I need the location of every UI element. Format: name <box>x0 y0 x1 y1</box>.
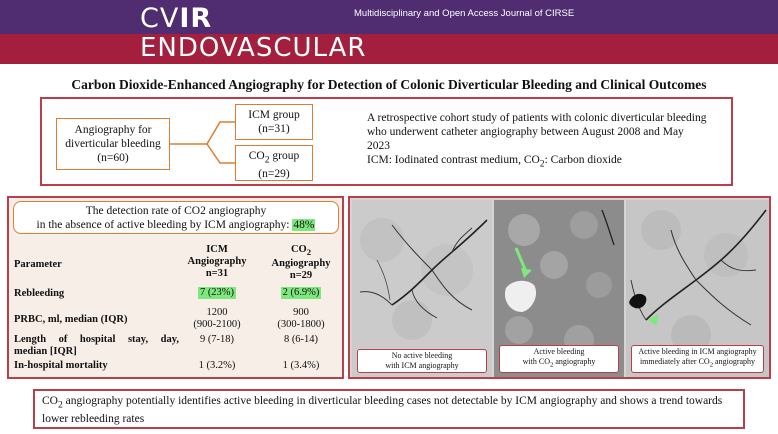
angiogram-panel-co2 <box>494 200 624 377</box>
detection-line2 <box>14 218 338 232</box>
detection-value: 48% <box>293 219 315 231</box>
detection-line1: The detection rate of CO2 angiography <box>85 205 267 217</box>
abbrev-a: ICM: Iodinated contrast medium, CO <box>367 154 540 166</box>
description-text: A retrospective cohort study of patients with colonic diverticular bleeding who underwent catheter angiography between August 2008 and May 2023 <box>367 112 707 152</box>
cell-los-co2: 8 (6-14) <box>283 334 319 345</box>
logo-ir: IR <box>179 3 213 34</box>
cell-rebleeding-icm <box>181 287 253 299</box>
col-header-parameter: Parameter <box>14 259 62 270</box>
cell-prbc-co2 <box>265 307 337 331</box>
co2-head-text: CO <box>290 244 307 255</box>
cell-prbc-icm <box>181 307 253 331</box>
conclusion-text: angiography potentially identifies active bleeding in diverticular bleeding cases not detectable by ICM angiography and shows a trend towards lower rebleeding rates <box>42 395 723 426</box>
co2-head-3: n=29 <box>289 270 313 282</box>
study-description <box>367 111 707 171</box>
co2-text: CO <box>248 150 265 162</box>
prbc-icm-median: 1200 <box>206 307 228 318</box>
flow-main-line2: diverticular bleeding <box>65 138 161 150</box>
row-label-los <box>14 334 179 358</box>
outcomes-table-box <box>7 196 344 379</box>
flow-icm-line2: (n=31) <box>258 123 290 135</box>
abbrev-b: : Carbon dioxide <box>544 154 622 166</box>
abbrev-sub: 2 <box>539 158 545 170</box>
logo-cv: CV <box>140 3 180 34</box>
flow-icm-line1: ICM group <box>248 109 300 121</box>
study-design-box <box>40 97 733 186</box>
caption-icm-after-co2 <box>631 345 764 373</box>
row-label-rebleeding: Rebleeding <box>14 288 65 299</box>
flow-box-icm-group <box>235 104 313 140</box>
angiogram-panel-icm-after <box>626 200 769 377</box>
co2-head-sub: 2 <box>306 247 312 258</box>
prbc-co2-iqr: (300-1800) <box>277 319 325 330</box>
co2-group-text: group <box>269 150 300 162</box>
cap3-line1: Active bleeding in ICM angiography <box>638 347 757 357</box>
caption-icm-no-bleeding <box>357 349 487 373</box>
icm-head-3: n=31 <box>205 268 229 279</box>
flow-main-line3: (n=60) <box>97 152 129 164</box>
rebleeding-icm-value: 7 (23%) <box>199 287 235 298</box>
row-label-mortality: In-hospital mortality <box>14 360 108 371</box>
cap1-line1: No active bleeding <box>391 351 453 360</box>
header-banner-bottom <box>0 34 778 64</box>
prbc-co2-median: 900 <box>293 307 309 318</box>
angiography-images-box <box>348 196 771 379</box>
cap2-text: with CO <box>522 357 550 367</box>
col-header-co2 <box>265 244 337 282</box>
row-label-prbc: PRBC, ml, median (IQR) <box>14 314 128 325</box>
co2-subscript: 2 <box>264 154 270 166</box>
flow-box-co2-group <box>235 145 313 181</box>
los-label-2: median [IQR] <box>14 346 77 357</box>
abbreviations <box>367 153 707 171</box>
conclusion-sub: 2 <box>57 399 63 411</box>
cap2-line1: Active bleeding <box>533 347 585 357</box>
journal-tagline: Multidisciplinary and Open Access Journal of CIRSE <box>354 8 575 19</box>
icm-head-2: Angiography <box>187 256 247 267</box>
flow-co2-line1 <box>236 149 312 167</box>
co2-head-2: Angiography <box>271 258 331 270</box>
page-title: Carbon Dioxide-Enhanced Angiography for Detection of Colonic Diverticular Bleeding and Clinical Outcomes <box>71 77 707 92</box>
cap3-line2 <box>634 357 761 371</box>
conclusion-co2: CO <box>42 395 58 407</box>
cell-mortality-co2: 1 (3.4%) <box>282 360 320 371</box>
cap1-line2: with ICM angiography <box>385 361 459 370</box>
flow-box-angiography <box>56 118 170 170</box>
icm-head-1: ICM <box>206 244 228 255</box>
cell-los-icm: 9 (7-18) <box>199 334 235 345</box>
journal-logo-bottom: ENDOVASCULAR <box>140 33 367 63</box>
caption-co2-bleeding <box>499 345 619 373</box>
angiogram-panel-icm <box>352 200 492 377</box>
cap3-text-end: angiography <box>713 357 756 367</box>
detection-rate-box <box>13 201 339 234</box>
co2-head-1 <box>265 244 337 258</box>
col-header-icm <box>181 244 253 280</box>
prbc-icm-iqr: (900-2100) <box>193 319 241 330</box>
conclusion-box <box>33 389 745 429</box>
flow-main-line1: Angiography for <box>74 124 152 136</box>
cap3-text: immediately after CO <box>639 357 710 367</box>
cap2-line2 <box>502 357 616 371</box>
los-label-1: Length of hospital stay, day, <box>14 334 179 345</box>
rebleeding-co2-value: 2 (6.9%) <box>282 287 320 298</box>
cap2-sub: 2 <box>550 362 554 369</box>
journal-logo-top <box>140 3 212 34</box>
cell-mortality-icm: 1 (3.2%) <box>198 360 236 371</box>
flow-co2-line2: (n=29) <box>258 168 290 181</box>
cap2-text-end: angiography <box>553 357 596 367</box>
connector-branches <box>207 122 235 163</box>
detection-text: in the absence of active bleeding by ICM angiography: <box>36 219 293 231</box>
cell-rebleeding-co2 <box>265 287 337 299</box>
cap3-sub: 2 <box>709 362 714 369</box>
